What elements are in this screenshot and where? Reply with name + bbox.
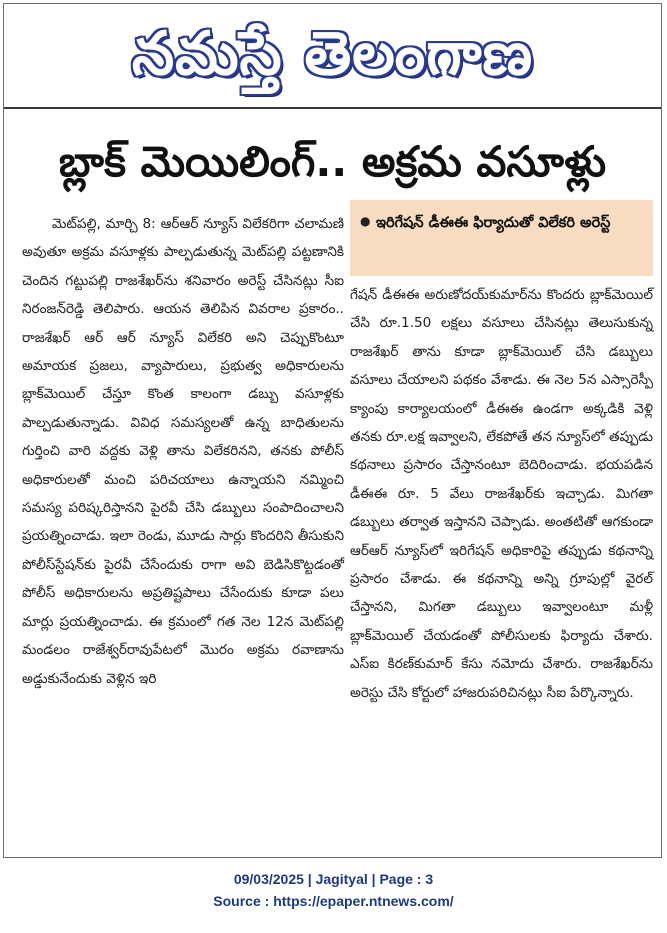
article-column-left	[22, 210, 344, 693]
masthead-title: నమస్తే తెలంగాణ	[131, 19, 534, 89]
highlight-box	[350, 200, 653, 276]
article-body-left: మెట్‌పల్లి, మార్చి 8: ఆర్‌ఆర్ న్యూస్ విలేకరిగా చలామణి అవుతూ అక్రమ వసూళ్లకు పాల్పడుతున్న మెట్‌పల్లి పట్టణానికి చెందిన గట్టుపల్లి రాజశేఖర్‌ను శనివారం అరెస్ట్ చేసినట్లు సీఐ నిరంజన్‌రెడ్డి తెలిపారు. ఆయన తెలిపిన వివరాల ప్రకారం.. రాజశేఖర్ ఆర్ ఆర్ న్యూస్ విలేకరి అని చెప్పుకొంటూ అమాయక ప్రజలు, వ్యాపారులు, ప్రభుత్వ అధికారులను బ్లాక్‌మెయిల్ చేస్తూ కొంత కాలంగా డబ్బు వసూళ్లకు పాల్పడుతున్నాడు. వివిధ సమస్యలతో ఉన్న బాధితులను గుర్తించి వారి వద్దకు వెళ్లి తాను విలేకరినని, తనకు పోలీస్ అధికారులతో మంచి పరిచయాలు ఉన్నాయని నమ్మించి సమస్య పరిష్కరిస్తానని పైరవీ చేసి డబ్బులు సంపాదించాలని ప్రయత్నించాడు. ఇలా రెండు, మూడు సార్లు కొందరిని తీసుకుని పోలీస్‌స్టేషన్‌కు పైరవీ చేసేందుకు రాగా అవి బెడిసికొట్టడంతో పోలీస్ అధికారులను అప్రతిష్టపాలు చేసేందుకు కూడా పలు మార్లు ప్రయత్నించాడు. ఈ క్రమంలో గత నెల 12న మెట్‌పల్లి మండలం రాజేశ్వర్‌రావుపేటలో మొరం అక్రమ రవాణాను అడ్డుకునేందుకు వెళ్లిన ఇరి	[22, 216, 344, 687]
footer	[0, 868, 667, 912]
source-link[interactable]: Source : https://epaper.ntnews.com/	[213, 893, 454, 909]
masthead-divider	[4, 107, 661, 109]
highlight-text: ఇరిగేషన్ డీఈఈ ఫిర్యాదుతో విలేకరి అరెస్ట్	[376, 215, 611, 231]
edition-info: 09/03/2025 | Jagityal | Page : 3	[233, 871, 434, 887]
bullet-icon: ●	[360, 214, 371, 228]
article-column-right	[350, 281, 653, 707]
masthead	[4, 8, 661, 100]
newspaper-clipping	[3, 3, 662, 858]
article-body-right: గేషన్ డీఈఈ అరుణోదయ్‌కుమార్‌ను కొందరు బ్లాక్‌మెయిల్ చేసి రూ.1.50 లక్షలు వసూలు చేసినట్లు తెలుసుకున్న రాజశేఖర్ తాను కూడా బ్లాక్‌మెయిల్ చేసి డబ్బులు వసూలు చేయాలని పథకం వేశాడు. ఈ నెల 5న ఎస్సారెస్పీ క్యాంపు కార్యాలయంలో డీఈఈ ఉండగా అక్కడికి వెళ్లి తనకు రూ.లక్ష ఇవ్వాలని, లేకపోతే తన న్యూస్‌లో తప్పుడు కథనాలు ప్రసారం చేస్తానంటూ బెదిరించాడు. భయపడిన డీఈఈ రూ. 5 వేలు రాజశేఖర్‌కు ఇచ్చాడు. మిగతా డబ్బులు తర్వాత ఇస్తానని చెప్పాడు. అంతటితో ఆగకుండా ఆర్‌ఆర్ న్యూస్‌లో ఇరిగేషన్ అధికారిపై తప్పుడు కథనాన్ని ప్రసారం చేశాడు. ఈ కథనాన్ని అన్ని గ్రూపుల్లో వైరల్ చేస్తానని, మిగతా డబ్బులు ఇవ్వాలంటూ మళ్లీ బ్లాక్‌మెయిల్ చేయడంతో పోలీసులకు ఫిర్యాదు చేశారు. ఎస్ఐ కిరణ్‌కుమార్ కేసు నమోదు చేశారు. రాజశేఖర్‌ను అరెస్టు చేసి కోర్టులో హాజరుపరిచినట్లు సీఐ పేర్కొన్నారు.	[350, 287, 653, 701]
article-headline: బ్లాక్ మెయిలింగ్.. అక్రమ వసూళ్లు	[58, 137, 607, 186]
